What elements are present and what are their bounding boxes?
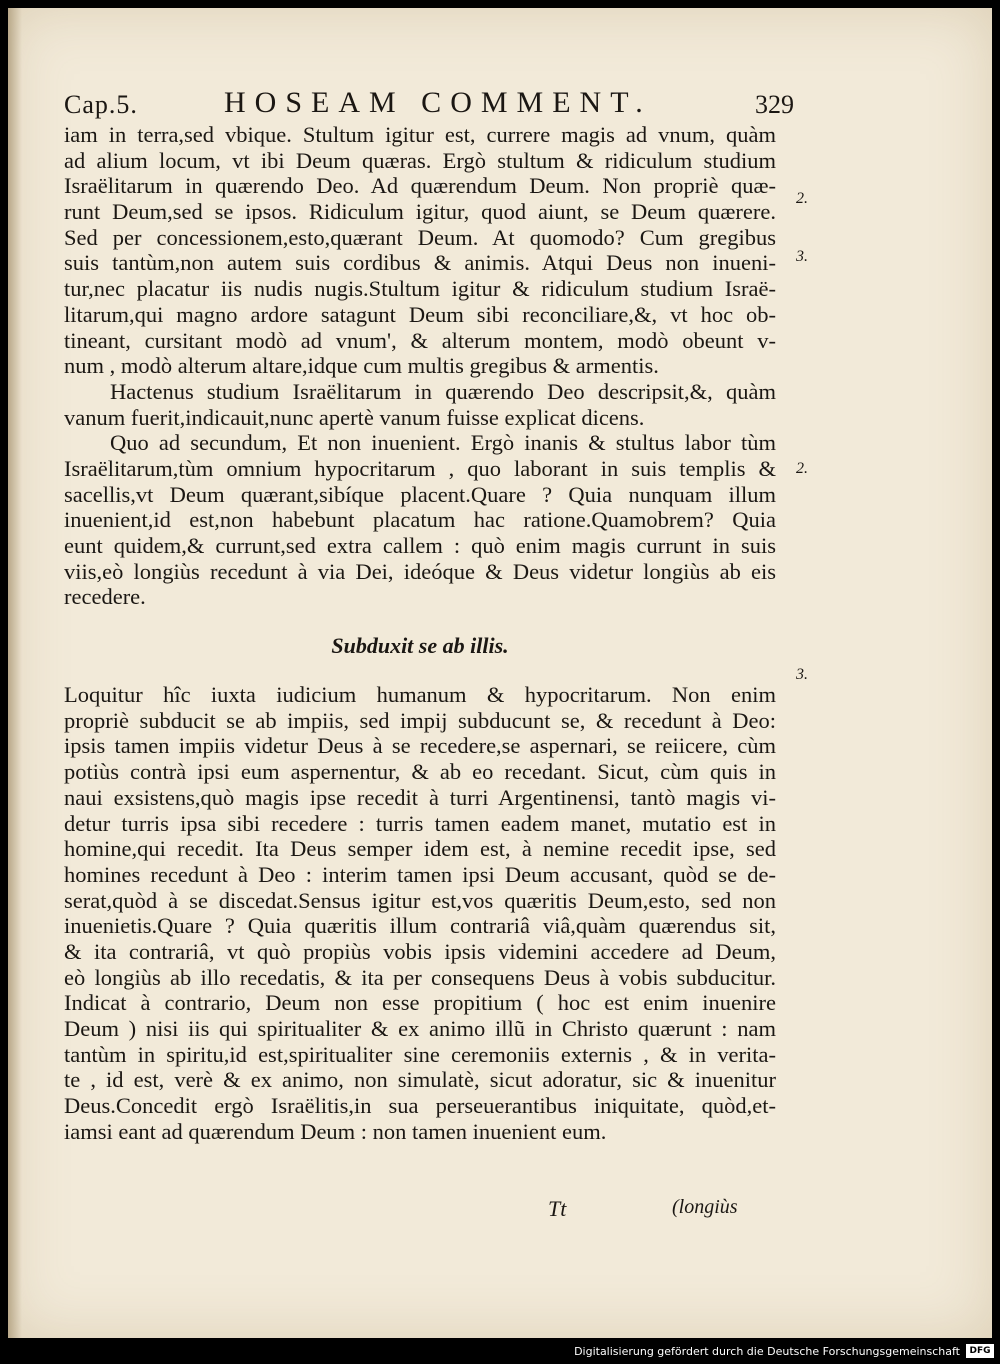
text-line: inuenietis.Quare ? Quia quæritis illum contrariâ viâ,quàm quærendus sit, xyxy=(64,913,776,939)
text-line: Loquitur hîc iuxta iudicium humanum & hypocritarum. Non enim xyxy=(64,682,776,708)
funding-credit: Digitalisierung gefördert durch die Deutsche Forschungsgemeinschaft xyxy=(574,1345,960,1358)
text-line: iamsi eant ad quærendum Deum : non tamen inuenient eum. xyxy=(64,1118,607,1144)
text-line: vanum fuerit,indicauit,nunc apertè vanum fuisse explicat dicens. xyxy=(64,404,645,430)
text-line: Israëlitarum in quærendo Deo. Ad quærendum Deum. Non propriè quæ- xyxy=(64,173,776,199)
footer-bar xyxy=(0,1338,1000,1364)
signature-mark: Tt xyxy=(548,1196,567,1221)
paragraph-4 xyxy=(64,682,776,1144)
margin-note: 3. xyxy=(796,248,808,265)
text-line: inuenient,id est,non habebunt placatum hac ratione.Quamobrem? Quia xyxy=(64,507,776,533)
section-heading: Subduxit se ab illis. xyxy=(331,633,509,659)
text-line: homine,qui recedit. Ita Deus semper idem est, à nemine recedit ipse, sed xyxy=(64,836,776,862)
text-line: te , id est, verè & ex animo, non simulatè, sicut adoratur, sic & inuenitur xyxy=(64,1067,776,1093)
text-line: eò longiùs ab illo recedatis, & ita per consequens Deus à vobis subducitur. xyxy=(64,964,776,990)
running-header xyxy=(64,84,794,120)
text-line: homines recedunt à Deo : interim tamen ipsi Deum accusant, quòd se de- xyxy=(64,861,776,887)
text-line: serat,quòd à se discedat.Sensus igitur est,vos quæritis Deum,esto, sed non xyxy=(64,887,776,913)
margin-note: 2. xyxy=(796,190,808,207)
text-line: propriè subducit se ab impiis, sed impij subducunt se, & recedunt à Deo: xyxy=(64,707,776,733)
text-line: ad alium locum, vt ibi Deum quæras. Ergò stultum & ridiculum studium xyxy=(64,147,776,173)
body-text xyxy=(64,122,776,1144)
text-line: naui exsistens,quò magis ipse recedit à turri Argentinensi, tantò magis vi- xyxy=(64,784,776,810)
page-number: 329 xyxy=(755,90,794,119)
paragraph-3 xyxy=(64,430,776,610)
text-line: eunt quidem,& currunt,sed extra callem : quò enim magis currunt in suis xyxy=(64,533,776,558)
text-line: iam in terra,sed vbique. Stultum igitur est, currere magis ad vnum, quàm xyxy=(64,122,776,147)
dfg-logo: DFG xyxy=(966,1344,994,1358)
text-line: tur,nec placatur iis nudis nugis.Stultum igitur & ridiculum studium Israë- xyxy=(64,276,776,302)
document-page xyxy=(8,8,992,1338)
text-line: num , modò alterum altare,idque cum multis gregibus & armentis. xyxy=(64,353,659,379)
paragraph-1 xyxy=(64,122,776,379)
text-line: Hactenus studium Israëlitarum in quærendo Deo descripsit,&, quàm xyxy=(110,378,776,404)
text-line: tineant, cursitant modò ad vnum', & alterum montem, modò obeunt v- xyxy=(64,327,776,353)
running-title: HOSEAM COMMENT. xyxy=(224,86,652,119)
text-line: suis tantùm,non autem suis cordibus & animis. Atqui Deus non inueni- xyxy=(64,250,776,276)
text-line: Deus.Concedit ergò Israëlitis,in sua perseuerantibus iniquitate, quòd,et- xyxy=(64,1093,776,1119)
chapter-label: Cap.5. xyxy=(64,90,138,119)
text-line: Deum ) nisi iis qui spiritualiter & ex animo illũ in Christo quærunt : nam xyxy=(64,1016,776,1041)
text-line: Israëlitarum,tùm omnium hypocritarum , quo laborant in suis templis & xyxy=(64,455,776,481)
text-line: tantùm in spiritu,id est,spiritualiter sine ceremoniis externis , & in verita- xyxy=(64,1041,776,1067)
text-line: recedere. xyxy=(64,584,146,610)
paragraph-2 xyxy=(64,379,776,430)
catchword: (longiùs xyxy=(672,1196,738,1218)
text-line: viis,eò longiùs recedunt à via Dei, ideóque & Deus videtur longiùs ab eis xyxy=(64,558,776,584)
text-line: Sed per concessionem,esto,quærant Deum. At quomodo? Cum gregibus xyxy=(64,224,776,250)
text-line: potiùs contrà ipsi eum aspernentur, & ab eo recedant. Sicut, cùm quis in xyxy=(64,759,776,785)
margin-note: 3. xyxy=(796,666,808,683)
text-line: Quo ad secundum, Et non inuenient. Ergò inanis & stultus labor tùm xyxy=(110,430,776,456)
text-line: runt Deum,sed se ipsos. Ridiculum igitur, quod aiunt, se Deum quærere. xyxy=(64,199,776,225)
text-line: ipsis tamen impiis videtur Deus à se recedere,se aspernari, se reiicere, cùm xyxy=(64,733,776,759)
text-line: litarum,qui magno ardore satagunt Deum sibi reconciliare,&, vt hoc ob- xyxy=(64,301,776,327)
text-line: & ita contrariâ, vt quò propiùs vobis ipsis videmini accedere ad Deum, xyxy=(64,938,776,964)
text-line: detur turris ipsa sibi recedere : turris tamen eadem manet, mutatio est in xyxy=(64,810,776,836)
text-line: Indicat à contrario, Deum non esse propitium ( hoc est enim inuenire xyxy=(64,990,776,1016)
margin-note: 2. xyxy=(796,460,808,477)
text-line: sacellis,vt Deum quærant,sibíque placent.Quare ? Quia nunquam illum xyxy=(64,481,776,507)
